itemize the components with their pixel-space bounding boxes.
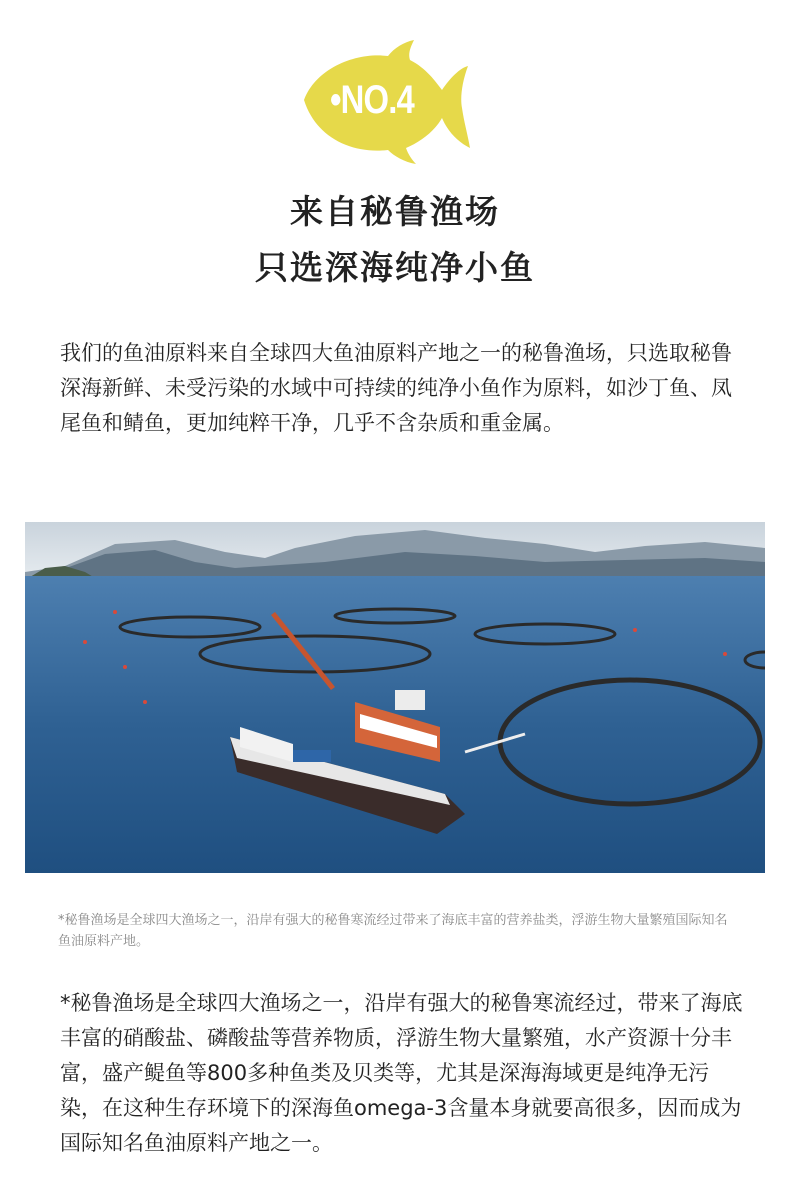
- title-line-1: 来自秘鲁渔场: [290, 192, 500, 231]
- title-line-2: 只选深海纯净小鱼: [255, 248, 535, 287]
- number-badge: [296, 38, 472, 166]
- fish-farm-photo: [25, 522, 765, 873]
- badge-label: •NO.4: [330, 78, 414, 122]
- photo-caption: *秘鲁渔场是全球四大渔场之一，沿岸有强大的秘鲁寒流经过带来了海底丰富的营养盐类，浮游生物大量繁殖国际知名鱼油原料产地。: [58, 913, 728, 949]
- intro-paragraph: 我们的鱼油原料来自全球四大鱼油原料产地之一的秘鲁渔场，只选取秘鲁深海新鲜、未受污染的水域中可持续的纯净小鱼作为原料，如沙丁鱼、凤尾鱼和鲭鱼，更加纯粹干净，几乎不含杂质和重金属。: [60, 341, 732, 435]
- body-paragraph: *秘鲁渔场是全球四大渔场之一，沿岸有强大的秘鲁寒流经过，带来了海底丰富的硝酸盐、磷酸盐等营养物质，浮游生物大量繁殖，水产资源十分丰富，盛产鳀鱼等800多种鱼类及贝类等，尤其是深海海域更是纯净无污染，在这种生存环境下的深海鱼omega-3含量本身就要高很多，因而成为国际知名鱼油原料产地之一。: [60, 991, 743, 1155]
